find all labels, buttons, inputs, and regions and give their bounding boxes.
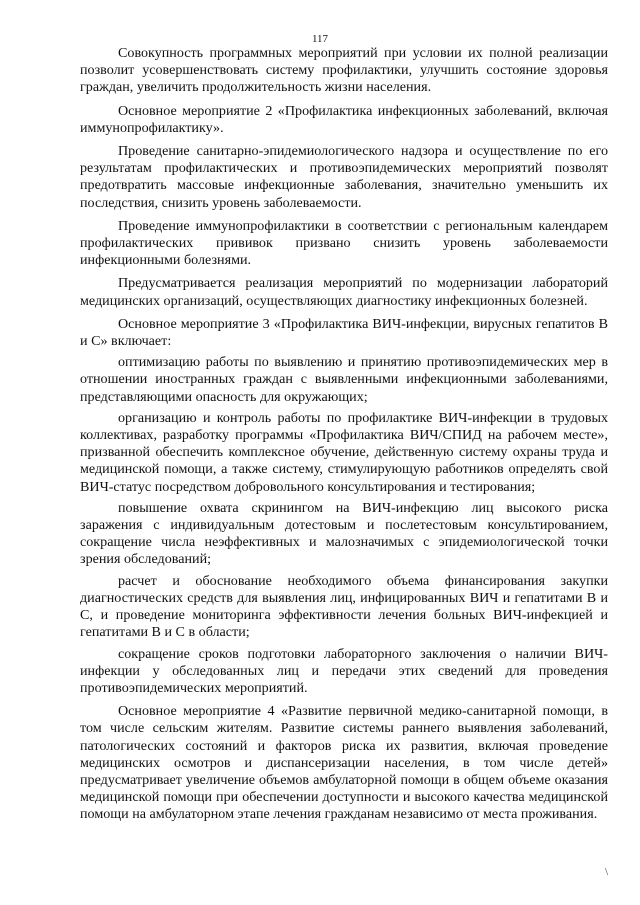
paragraph: Предусматривается реализация мероприятий по модернизации лабораторий медицинских организаций, осуществляющих диагностику инфекционных болезней. <box>80 275 608 309</box>
list-item: повышение охвата скринингом на ВИЧ-инфекцию лиц высокого риска заражения с индивидуальным дотестовым и послетестовым консультированием, сокращение числа неэффективных и малозначимых с эпидемиологической точки зрения обследований; <box>80 499 608 568</box>
list-item: организацию и контроль работы по профилактике ВИЧ-инфекции в трудовых коллективах, разработку программы «Профилактика ВИЧ/СПИД на рабочем месте», призванной обеспечить комплексное обучение, действенную систему охраны труда и медицинской помощи, а также систему, стимулирующую работников определять свой ВИЧ-статус посредством добровольного консультирования и тестирования; <box>80 409 608 495</box>
paragraph: Основное мероприятие 3 «Профилактика ВИЧ-инфекции, вирусных гепатитов В и С» включает: <box>80 315 608 350</box>
page-number: 117 <box>311 33 329 45</box>
document-body <box>80 45 608 830</box>
paragraph: Проведение санитарно-эпидемиологического надзора и осуществление по его результатам профилактических и противоэпидемических мероприятий позволят предотвратить массовые инфекционные заболевания, значительно уменьшить их последствия, снизить уровень заболеваемости. <box>80 143 608 211</box>
list-item: сокращение сроков подготовки лабораторного заключения о наличии ВИЧ-инфекции у обследованных лиц и передачи этих сведений для проведения противоэпидемических мероприятий. <box>80 645 608 696</box>
list-item: расчет и обоснование необходимого объема финансирования закупки диагностических средств для выявления лиц, инфицированных ВИЧ и гепатитами В и С, и проведение мониторинга эффективности лечения больных ВИЧ-инфекцией и гепатитами В и С в области; <box>80 572 608 641</box>
paragraph: Проведение иммунопрофилактики в соответствии с региональным календарем профилактических прививок призвано снизить уровень заболеваемости инфекционными болезнями. <box>80 217 608 269</box>
list-item: оптимизацию работы по выявлению и принятию противоэпидемических мер в отношении иностранных граждан с выявленными инфекционными заболеваниями, представляющими опасность для окружающих; <box>80 354 608 405</box>
paragraph: Основное мероприятие 4 «Развитие первичной медико-санитарной помощи, в том числе сельским жителям. Развитие системы раннего выявления заболеваний, патологических состояний и факторов риска их развития, включая проведение медицинских осмотров и диспансеризации населения, в том числе детей» предусматривает увеличение объемов амбулаторной помощи в общем объеме оказания медицинской помощи при обеспечении доступности и высокого качества медицинской помощи на амбулаторном этапе лечения гражданам независимо от места проживания. <box>80 703 608 823</box>
margin-mark: \ <box>605 866 609 878</box>
paragraph: Основное мероприятие 2 «Профилактика инфекционных заболеваний, включая иммунопрофилактику». <box>80 102 608 136</box>
paragraph: Совокупность программных мероприятий при условии их полной реализации позволит усовершенствовать систему профилактики, улучшить состояние здоровья граждан, увеличить продолжительность жизни населения. <box>80 45 608 96</box>
